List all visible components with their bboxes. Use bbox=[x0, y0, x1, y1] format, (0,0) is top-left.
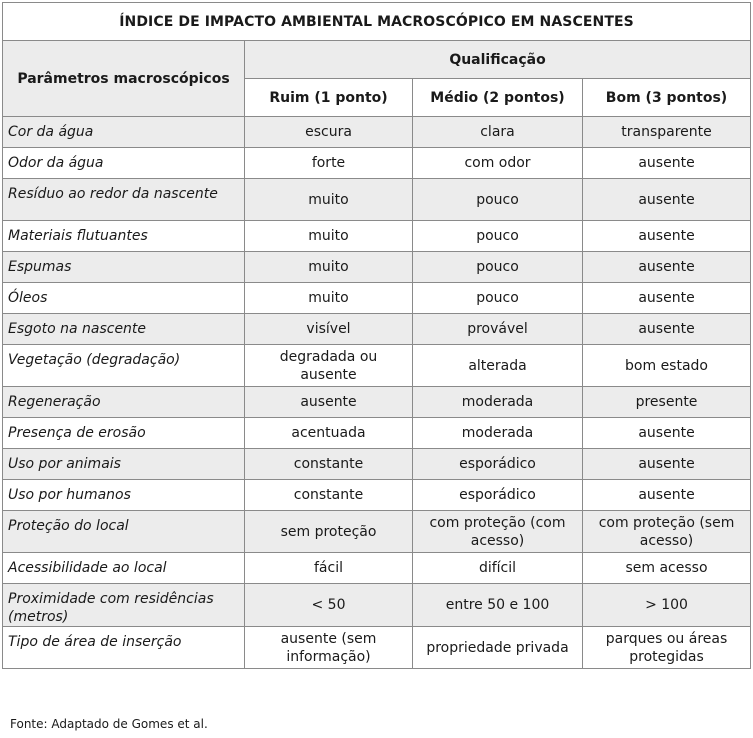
bom-cell: ausente bbox=[583, 148, 751, 179]
ruim-cell: acentuada bbox=[245, 418, 413, 449]
level-header-medio: Médio (2 pontos) bbox=[413, 79, 583, 117]
parameter-cell: Vegetação (degradação) bbox=[3, 345, 245, 387]
parameter-cell: Tipo de área de inserção bbox=[3, 627, 245, 669]
parameter-cell: Óleos bbox=[3, 283, 245, 314]
impact-index-table bbox=[2, 2, 751, 669]
parameter-cell: Esgoto na nascente bbox=[3, 314, 245, 345]
table-row bbox=[3, 179, 751, 221]
ruim-cell: visível bbox=[245, 314, 413, 345]
bom-cell: ausente bbox=[583, 480, 751, 511]
qualification-header: Qualificação bbox=[245, 41, 751, 79]
bom-cell: bom estado bbox=[583, 345, 751, 387]
table-row bbox=[3, 283, 751, 314]
source-note: Fonte: Adaptado de Gomes et al. bbox=[10, 717, 208, 731]
parameter-cell: Presença de erosão bbox=[3, 418, 245, 449]
medio-cell: esporádico bbox=[413, 449, 583, 480]
bom-cell: ausente bbox=[583, 449, 751, 480]
table-row bbox=[3, 314, 751, 345]
bom-cell: ausente bbox=[583, 418, 751, 449]
table-row bbox=[3, 252, 751, 283]
parameter-cell: Acessibilidade ao local bbox=[3, 553, 245, 584]
medio-cell: alterada bbox=[413, 345, 583, 387]
bom-cell: parques ou áreas protegidas bbox=[583, 627, 751, 669]
level-header-ruim: Ruim (1 ponto) bbox=[245, 79, 413, 117]
ruim-cell: fácil bbox=[245, 553, 413, 584]
bom-cell: ausente bbox=[583, 221, 751, 252]
parameter-cell: Uso por humanos bbox=[3, 480, 245, 511]
ruim-cell: constante bbox=[245, 480, 413, 511]
table-row bbox=[3, 221, 751, 252]
ruim-cell: constante bbox=[245, 449, 413, 480]
medio-cell: pouco bbox=[413, 252, 583, 283]
medio-cell: entre 50 e 100 bbox=[413, 584, 583, 627]
ruim-cell: muito bbox=[245, 252, 413, 283]
parameter-cell: Uso por animais bbox=[3, 449, 245, 480]
level-header-bom: Bom (3 pontos) bbox=[583, 79, 751, 117]
bom-cell: > 100 bbox=[583, 584, 751, 627]
medio-cell: moderada bbox=[413, 418, 583, 449]
medio-cell: com proteção (com acesso) bbox=[413, 511, 583, 553]
table-row bbox=[3, 584, 751, 627]
bom-cell: com proteção (sem acesso) bbox=[583, 511, 751, 553]
medio-cell: clara bbox=[413, 117, 583, 148]
parameter-cell: Materiais flutuantes bbox=[3, 221, 245, 252]
parameter-cell: Espumas bbox=[3, 252, 245, 283]
parameter-cell: Cor da água bbox=[3, 117, 245, 148]
parameter-cell: Odor da água bbox=[3, 148, 245, 179]
bom-cell: ausente bbox=[583, 314, 751, 345]
bom-cell: ausente bbox=[583, 252, 751, 283]
table-title: ÍNDICE DE IMPACTO AMBIENTAL MACROSCÓPICO EM NASCENTES bbox=[3, 3, 751, 41]
ruim-cell: sem proteção bbox=[245, 511, 413, 553]
bom-cell: transparente bbox=[583, 117, 751, 148]
parameter-cell: Regeneração bbox=[3, 387, 245, 418]
medio-cell: pouco bbox=[413, 179, 583, 221]
table-row bbox=[3, 387, 751, 418]
table-row bbox=[3, 511, 751, 553]
ruim-cell: ausente bbox=[245, 387, 413, 418]
medio-cell: esporádico bbox=[413, 480, 583, 511]
parameter-cell: Resíduo ao redor da nascente bbox=[3, 179, 245, 221]
ruim-cell: escura bbox=[245, 117, 413, 148]
parameters-header: Parâmetros macroscópicos bbox=[3, 41, 245, 117]
table-row bbox=[3, 553, 751, 584]
table-row bbox=[3, 627, 751, 669]
parameter-cell: Proteção do local bbox=[3, 511, 245, 553]
medio-cell: moderada bbox=[413, 387, 583, 418]
bom-cell: sem acesso bbox=[583, 553, 751, 584]
table-row bbox=[3, 418, 751, 449]
ruim-cell: muito bbox=[245, 283, 413, 314]
bom-cell: presente bbox=[583, 387, 751, 418]
ruim-cell: muito bbox=[245, 221, 413, 252]
ruim-cell: muito bbox=[245, 179, 413, 221]
ruim-cell: forte bbox=[245, 148, 413, 179]
medio-cell: propriedade privada bbox=[413, 627, 583, 669]
ruim-cell: < 50 bbox=[245, 584, 413, 627]
bom-cell: ausente bbox=[583, 179, 751, 221]
table-row bbox=[3, 345, 751, 387]
table-row bbox=[3, 449, 751, 480]
medio-cell: com odor bbox=[413, 148, 583, 179]
bom-cell: ausente bbox=[583, 283, 751, 314]
parameter-cell: Proximidade com residências (metros) bbox=[3, 584, 245, 627]
ruim-cell: ausente (sem informação) bbox=[245, 627, 413, 669]
medio-cell: provável bbox=[413, 314, 583, 345]
medio-cell: pouco bbox=[413, 283, 583, 314]
medio-cell: pouco bbox=[413, 221, 583, 252]
table-row bbox=[3, 480, 751, 511]
table-row bbox=[3, 117, 751, 148]
medio-cell: difícil bbox=[413, 553, 583, 584]
ruim-cell: degradada ou ausente bbox=[245, 345, 413, 387]
table-row bbox=[3, 148, 751, 179]
